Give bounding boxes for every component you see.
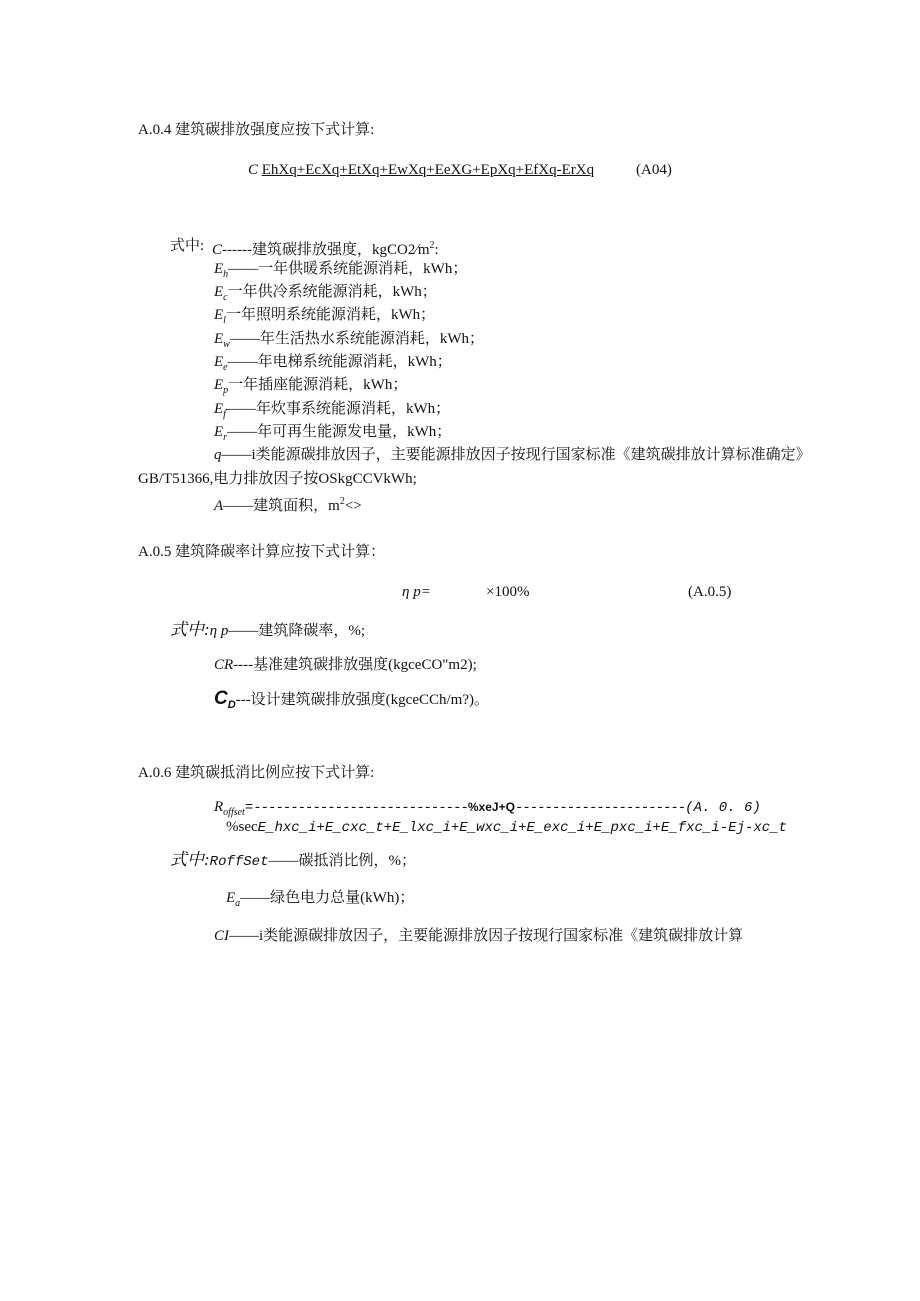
fraction-dashes: ----------------------------- — [253, 800, 468, 816]
denominator-terms: E_hxc_i+E_cxc_t+E_lxc_i+E_wxc_i+E_exc_i+E_pxc_i+E_fxc_i-Ej-xc_t — [257, 820, 787, 836]
def-tail: <> — [344, 498, 362, 514]
denominator-head: %sec — [226, 819, 258, 835]
a04-def-a — [214, 492, 362, 516]
def-symbol: E — [214, 401, 224, 417]
a04-where-label: 式中: — [170, 238, 205, 254]
def-text: ——年炊事系统能源消耗，kWh； — [225, 401, 451, 417]
def-text: ----基准建筑碳排放强度(kgceCO"m2); — [233, 657, 477, 673]
formula-a05-number: (A.0.5) — [688, 584, 732, 600]
def-text: ——建筑面积，m — [223, 498, 340, 514]
def-symbol: E — [214, 354, 224, 370]
formula-a04 — [248, 160, 594, 180]
def-subscript: p — [223, 385, 229, 396]
formula-equals: = — [244, 800, 254, 816]
formula-a05-rhs: ×100% — [486, 584, 530, 600]
formula-a05-lhs: η p= — [402, 584, 431, 600]
a04-def-q-continued: GB/T51366,电力排放因子按OSkgCCVkWh; — [138, 471, 417, 487]
a04-def-ep — [214, 375, 407, 401]
a06-def-ea — [226, 888, 414, 914]
def-subscript: c — [223, 292, 228, 303]
where-label: 式中: — [170, 850, 210, 869]
def-text: ——绿色电力总量(kWh)； — [240, 890, 415, 906]
def-symbol: E — [214, 331, 224, 347]
def-symbol: E — [214, 424, 224, 440]
def-symbol: E — [226, 890, 236, 906]
def-symbol: RoffSet — [209, 854, 269, 870]
def-sup: 2 — [339, 496, 345, 507]
def-text: ——碳抵消比例，%； — [268, 853, 416, 869]
where-label: 式中: — [170, 620, 210, 639]
a05-def-cd — [214, 689, 489, 715]
formula-a04-lhs: C — [248, 162, 259, 178]
def-text: 一年供冷系统能源消耗，kWh； — [227, 284, 437, 300]
def-subscript: h — [223, 269, 229, 280]
def-subscript: D — [227, 699, 236, 711]
a06-def-ci — [214, 926, 743, 946]
def-text: ——年电梯系统能源消耗，kWh； — [227, 354, 452, 370]
def-symbol: CR — [214, 657, 234, 673]
def-sup: 2 — [429, 240, 435, 251]
def-text: ——年生活热水系统能源消耗，kWh； — [229, 331, 485, 347]
a04-def-c — [212, 236, 439, 260]
def-text: ---设计建筑碳排放强度(kgceCCh/m?)。 — [235, 692, 489, 708]
formula-a04-number: (A04) — [636, 162, 672, 178]
def-symbol: E — [214, 261, 224, 277]
def-symbol: CI — [214, 928, 229, 944]
def-text: ——i类能源碳排放因子，主要能源排放因子按现行国家标准《建筑碳排放计算 — [229, 928, 744, 944]
def-subscript: f — [223, 409, 226, 420]
a04-def-el — [214, 305, 435, 331]
formula-symbol: R — [214, 799, 224, 815]
def-text: ------建筑碳排放强度，kgCO2∕m — [222, 242, 430, 258]
def-tail: : — [434, 242, 439, 258]
def-subscript: e — [223, 362, 228, 373]
a06-def-roffset — [170, 850, 416, 872]
def-symbol: C — [212, 242, 223, 258]
def-text: ——i类能源碳排放因子，主要能源排放因子按现行国家标准《建筑碳排放计算标准确定》 — [221, 447, 811, 463]
def-symbol: η p — [209, 623, 229, 639]
formula-a06-number: (A. 0. 6) — [685, 800, 761, 816]
def-symbol: C — [214, 688, 228, 709]
def-subscript: a — [235, 898, 241, 909]
section-a05-heading: A.0.5 建筑降碳率计算应按下式计算： — [138, 544, 386, 560]
a05-def-cr — [214, 655, 477, 675]
def-symbol: q — [214, 447, 222, 463]
def-symbol: E — [214, 377, 224, 393]
def-subscript: w — [223, 339, 230, 350]
def-subscript: l — [223, 315, 226, 326]
a04-def-q — [214, 445, 811, 465]
formula-a04-rhs: EhXq+EcXq+EtXq+EwXq+EeXG+EpXq+EfXq-ErXq — [261, 162, 595, 178]
def-text: ——一年供暖系统能源消耗，kWh； — [228, 261, 468, 277]
formula-subscript: offset — [223, 807, 245, 818]
def-subscript: r — [223, 432, 228, 443]
def-symbol: A — [214, 498, 224, 514]
formula-numerator: %xeJ+Q — [467, 800, 515, 814]
def-text: ——建筑降碳率，%; — [228, 623, 366, 639]
def-symbol: E — [214, 284, 224, 300]
def-text: 一年照明系统能源消耗，kWh； — [225, 307, 436, 323]
formula-a06-denominator — [226, 817, 787, 838]
fraction-dashes: ----------------------- — [514, 800, 686, 816]
def-text: ——年可再生能源发电量，kWh； — [227, 424, 452, 440]
a05-def-eta — [170, 620, 365, 641]
section-a06-heading: A.0.6 建筑碳抵消比例应按下式计算: — [138, 765, 375, 781]
def-text: 一年插座能源消耗，kWh； — [228, 377, 408, 393]
def-symbol: E — [214, 307, 224, 323]
section-a04-heading: A.0.4 建筑碳排放强度应按下式计算: — [138, 122, 375, 138]
